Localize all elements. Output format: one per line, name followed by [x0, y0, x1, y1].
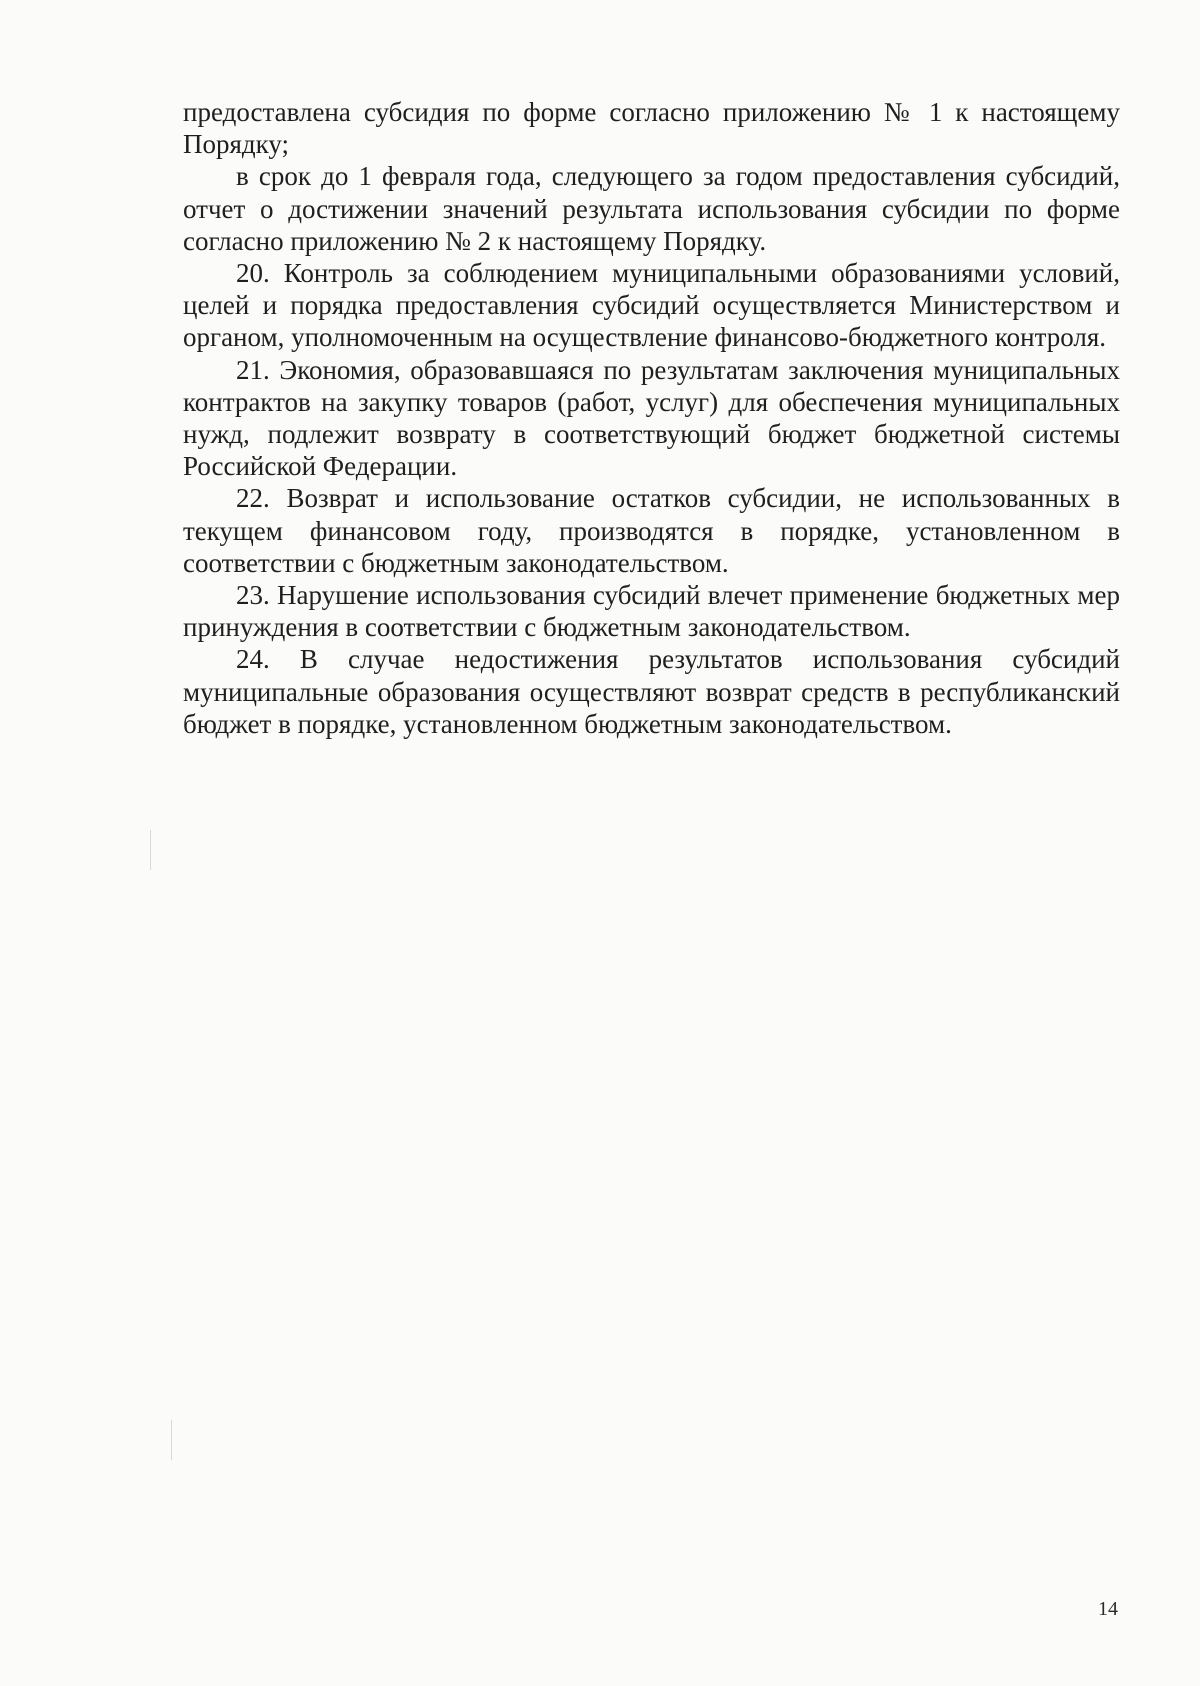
document-body: [183, 96, 1120, 740]
paragraph: предоставлена субсидия по форме согласно приложению № 1 к настоящему Порядку;: [183, 97, 1120, 160]
paragraph: в срок до 1 февраля года, следующего за годом предоставления субсидий, отчет о достижении значений результата использования субсидии по форме согласно приложению № 2 к настоящему Порядку.: [183, 161, 1120, 256]
paragraph: 21. Экономия, образовавшаяся по результатам заключения муниципальных контрактов на закупку товаров (работ, услуг) для обеспечения муниципальных нужд, подлежит возврату в соответствующий бюджет бюджетной системы Российской Федерации.: [183, 354, 1120, 482]
paragraph: 24. В случае недостижения результатов использования субсидий муниципальные образования осуществляют возврат средств в республиканский бюджет в порядке, установленном бюджетным законодательством.: [183, 644, 1120, 739]
paragraph: 22. Возврат и использование остатков субсидии, не использованных в текущем финансовом году, производятся в порядке, установленном в соответствии с бюджетным законодательством.: [183, 483, 1120, 578]
scan-artifact: [171, 1420, 172, 1460]
paragraph: 23. Нарушение использования субсидий влечет применение бюджетных мер принуждения в соответствии с бюджетным законодательством.: [183, 580, 1120, 643]
paragraph: 20. Контроль за соблюдением муниципальными образованиями условий, целей и порядка предоставления субсидий осуществляется Министерством и органом, уполномоченным на осуществление финансово-бюджетного контроля.: [183, 258, 1120, 353]
page-number: 14: [1098, 1598, 1118, 1620]
scan-artifact: [150, 830, 151, 870]
